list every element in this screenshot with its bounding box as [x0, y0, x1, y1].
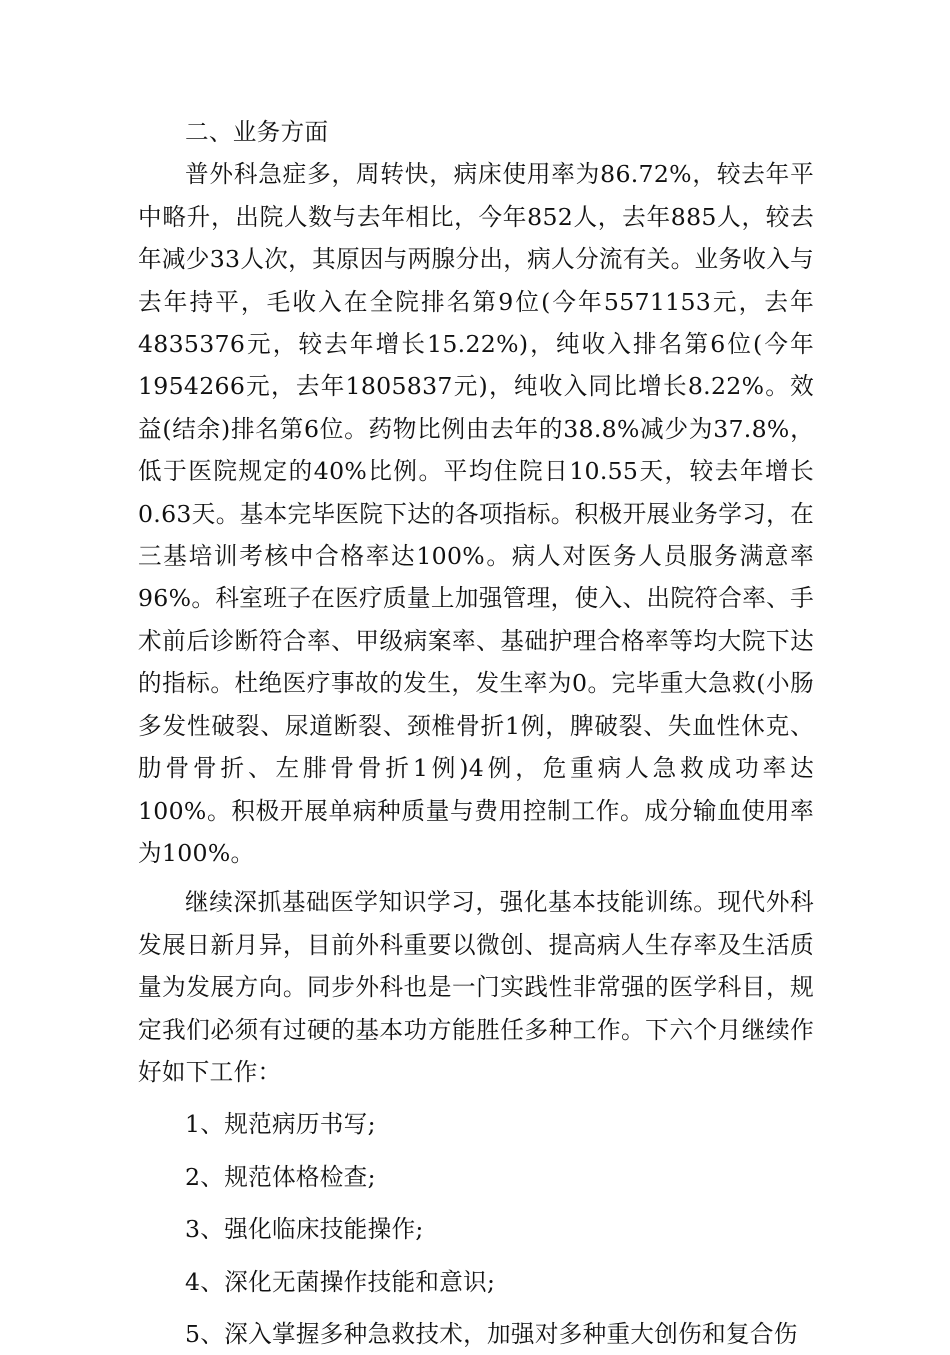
paragraph-training-plan: 继续深抓基础医学知识学习，强化基本技能训练。现代外科发展日新月异，目前外科重要以微创、提高病人生存率及生活质量为发展方向。同步外科也是一门实践性非常强的医学科目，规定我们必须有过硬的基本功方能胜任多种工作。下六个月继续作好如下工作：	[138, 888, 814, 1086]
document-body	[138, 111, 814, 1355]
section-heading: 二、业务方面	[185, 118, 329, 146]
list-item: 2、规范体格检查;	[185, 1162, 376, 1191]
list-item: 5、深入掌握多种急救技术，加强对多种重大创伤和复合伤	[185, 1319, 798, 1348]
list-item: 3、强化临床技能操作;	[185, 1215, 424, 1244]
list-item: 4、深化无菌操作技能和意识;	[185, 1267, 496, 1296]
paragraph-business-stats: 普外科急症多，周转快，病床使用率为86.72%，较去年平中略升，出院人数与去年相比，今年852人，去年885人，较去年减少33人次，其原因与两腺分出，病人分流有关。业务收入与去年持平，毛收入在全院排名第9位(今年5571153元，去年4835376元，较去年增长15.22%)，纯收入排名第6位(今年1954266元，去年1805837元)，纯收入同比增长8.22%。效益(结余)排名第6位。药物比例由去年的38.8%减少为37.8%，低于医院规定的40%比例。平均住院日10.55天，较去年增长0.63天。基本完毕医院下达的各项指标。积极开展业务学习，在三基培训考核中合格率达100%。病人对医务人员服务满意率96%。科室班子在医疗质量上加强管理，使入、出院符合率、手术前后诊断符合率、甲级病案率、基础护理合格率等均大院下达的指标。杜绝医疗事故的发生，发生率为0。完毕重大急救(小肠多发性破裂、尿道断裂、颈椎骨折1例，脾破裂、失血性休克、肋骨骨折、左腓骨骨折1例)4例，危重病人急救成功率达100%。积极开展单病种质量与费用控制工作。成分输血使用率为100%。	[138, 160, 814, 867]
list-item: 1、规范病历书写;	[185, 1110, 376, 1139]
